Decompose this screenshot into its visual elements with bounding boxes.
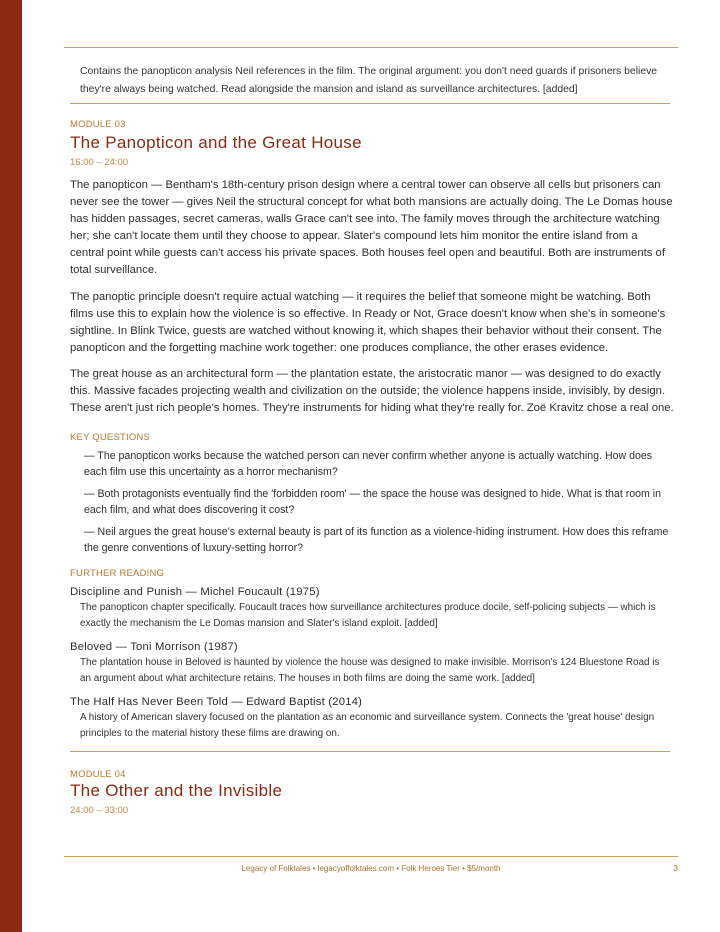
body-paragraph-3: The great house as an architectural form — the plantation estate, the aristocratic manor — was designed to do exactly this. Massive facades projecting wealth and civilization on the outside; the violence happens inside, invisibly, by design. These aren't just rich people's homes. They're instruments for hiding what they're really for. Zoë Kravitz chose a real one. (70, 368, 674, 414)
module-03-label: MODULE 03 (70, 119, 126, 130)
intro-note: Contains the panopticon analysis Neil references in the film. The original argument: you don't need guards if prisoners believe they're always being watched. Read alongside the mansion and island as surveillance architectures. [added] (80, 66, 658, 95)
further-reading-label: FURTHER READING (70, 568, 165, 579)
body-paragraph-1: The panopticon — Bentham's 18th-century prison design where a central tower can observe all cells but prisoners can never see the tower — gives Neil the structural concept for what both mansions are actually doing. The Le Domas house has hidden passages, secret cameras, walls Grace can't see into. The family moves through the architecture watching her; she can't locate them until they choose to appear. Slater's compound lets him monitor the entire island from a central point while guests can't access his private spaces. Both houses feel open and beautiful. Both are instruments of total surveillance. (70, 179, 673, 276)
reading-title-3: The Half Has Never Been Told — Edward Baptist (2014) (70, 696, 363, 708)
footer-text: Legacy of Folktales • legacyoffolktales.com • Folk Heroes Tier • $5/month (241, 864, 501, 873)
key-questions-label: KEY QUESTIONS (70, 432, 151, 443)
left-spine-bar (0, 0, 22, 932)
page-number: 3 (673, 863, 678, 873)
module-04-title: The Other and the Invisible (70, 781, 283, 800)
reading-desc-2: The plantation house in Beloved is haunted by violence the house was designed to make invisible. Morrison's 124 Bluestone Road is an argument about what architecture retains. The houses in both films are doing the same work. [added] (80, 657, 660, 684)
top-divider (64, 47, 678, 48)
reading-title-1: Discipline and Punish — Michel Foucault (1975) (70, 586, 320, 598)
document-page (22, 0, 720, 932)
module-03-time: 16:00 – 24:00 (70, 157, 129, 168)
key-question-3: — Neil argues the great house's external beauty is part of its function as a violence-hiding instrument. How does this reframe the genre conventions of luxury-setting horror? (84, 526, 669, 554)
reading-desc-1: The panopticon chapter specifically. Foucault traces how surveillance architectures produce docile, self-policing subjects — which is exactly the mechanism the Le Domas mansion and Slater's island exploit. [added] (80, 602, 656, 629)
reading-title-2: Beloved — Toni Morrison (1987) (70, 641, 238, 653)
module-04-time: 24:00 – 33:00 (70, 805, 129, 816)
reading-desc-3: A history of American slavery focused on the plantation as an economic and surveillance system. Connects the 'great house' design principles to the material history these films are drawing on. (80, 712, 655, 739)
key-question-1: — The panopticon works because the watched person can never confirm whether anyone is actually watching. How does each film use this uncertainty as a horror mechanism? (84, 450, 653, 478)
footer-divider (64, 856, 678, 857)
body-paragraph-2: The panoptic principle doesn't require actual watching — it requires the belief that someone might be watching. Both films use this to explain how the violence is so effective. In Ready or Not, Grace doesn't know when she's in someone's sightline. In Blink Twice, guests are watched without knowing it, which shapes their behavior without their consent. The panopticon and the forgetting machine work together: one produces compliance, the other erases evidence. (70, 291, 666, 354)
section-divider (70, 751, 670, 752)
key-question-2: — Both protagonists eventually find the 'forbidden room' — the space the house was designed to hide. What is that room in each film, and what does discovering it cost? (84, 488, 662, 516)
module-03-title: The Panopticon and the Great House (70, 133, 362, 152)
module-04-label: MODULE 04 (70, 769, 126, 780)
section-divider (70, 103, 670, 104)
